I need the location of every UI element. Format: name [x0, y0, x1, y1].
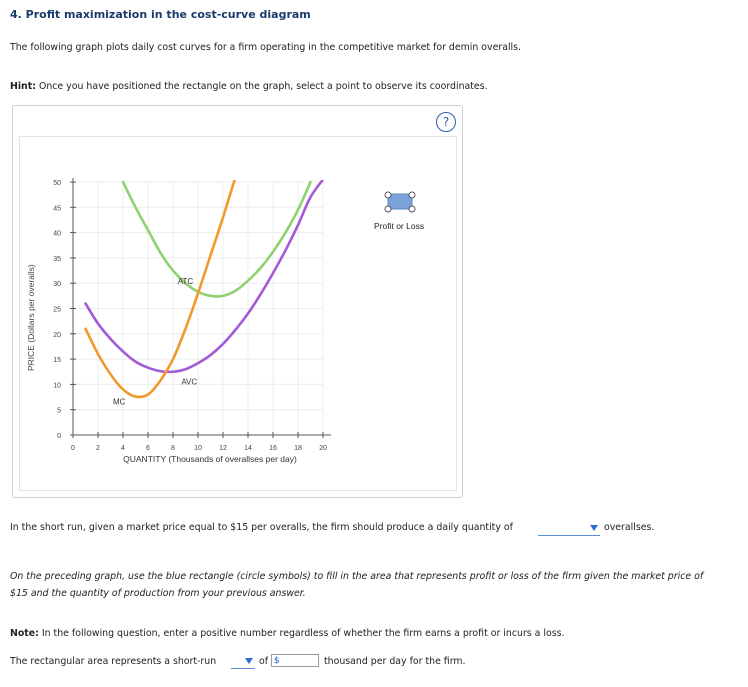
tool-handle-icon[interactable] [409, 206, 415, 212]
question1-suffix: overallses. [604, 522, 655, 533]
chevron-down-icon [590, 525, 598, 531]
help-icon[interactable]: ? [436, 112, 456, 132]
hint-label: Hint: [10, 81, 36, 92]
x-axis-title: QUANTITY (Thousands of overallses per day) [123, 454, 297, 464]
of-label: of [259, 656, 269, 667]
y-tick-label: 40 [53, 230, 61, 238]
graph-area [19, 136, 457, 491]
instruction-line1: On the preceding graph, use the blue rectangle (circle symbols) to fill in the area that represents profit or loss of the firm given the market price of [10, 571, 704, 582]
profit-loss-tool[interactable] [385, 192, 415, 212]
x-tick-label: 14 [244, 445, 252, 452]
y-tick-label: 20 [53, 331, 61, 339]
x-tick-label: 20 [319, 445, 327, 452]
y-tick-label: 35 [53, 255, 61, 263]
y-tick-label: 45 [53, 205, 61, 213]
curve-label-atc: ATC [177, 277, 194, 287]
x-tick-label: 16 [269, 445, 277, 452]
y-axis-title: PRICE (Dollars per overalls) [26, 264, 36, 371]
x-tick-label: 4 [121, 445, 125, 452]
note-label: Note: [10, 628, 39, 639]
quantity-dropdown[interactable] [538, 522, 600, 536]
x-tick-label: 8 [171, 445, 175, 452]
question1-text: In the short run, given a market price equal to $15 per overalls, the firm should produce a daily quantity of [10, 522, 513, 533]
tool-handle-icon[interactable] [385, 206, 391, 212]
curve-label-mc: MC [113, 397, 126, 407]
intro-text: The following graph plots daily cost curves for a firm operating in the competitive market for demin overalls. [10, 42, 522, 53]
y-tick-label: 0 [57, 433, 61, 440]
question-title: 4. Profit maximization in the cost-curve diagram [10, 8, 311, 21]
instruction-line2: $15 and the quantity of production from your previous answer. [10, 588, 306, 599]
dollar-prefix: $ [274, 656, 280, 666]
hint-body: Once you have positioned the rectangle on the graph, select a point to observe its coordinates. [35, 81, 488, 92]
hint-text [10, 81, 488, 92]
x-tick-label: 18 [294, 445, 302, 452]
series-mc-curve[interactable] [86, 177, 236, 397]
y-tick-label: 25 [53, 306, 61, 314]
question2-text: The rectangular area represents a short-run [10, 656, 217, 667]
x-tick-label: 6 [146, 445, 150, 452]
y-tick-label: 10 [53, 382, 61, 390]
question2-suffix: thousand per day for the firm. [324, 656, 466, 667]
x-tick-label: 12 [219, 445, 227, 452]
y-tick-label: 50 [53, 180, 61, 187]
y-tick-label: 15 [53, 357, 61, 365]
profit-loss-label: Profit or Loss [374, 221, 425, 231]
y-tick-label: 30 [53, 281, 61, 289]
note-body: In the following question, enter a positive number regardless of whether the firm earns a profit or incurs a loss. [38, 628, 565, 639]
graph-panel [12, 105, 463, 498]
cost-curve-chart[interactable] [20, 137, 456, 490]
curve-label-avc: AVC [181, 377, 198, 387]
y-tick-label: 5 [57, 407, 61, 415]
chevron-down-icon [245, 658, 253, 664]
note-text [10, 628, 564, 639]
tool-handle-icon[interactable] [409, 192, 415, 198]
profit-loss-dropdown[interactable] [231, 655, 255, 669]
amount-input[interactable] [271, 654, 319, 667]
tool-handle-icon[interactable] [385, 192, 391, 198]
x-tick-label: 2 [96, 445, 100, 452]
x-tick-label: 10 [194, 445, 202, 452]
x-tick-label: 0 [71, 445, 75, 452]
